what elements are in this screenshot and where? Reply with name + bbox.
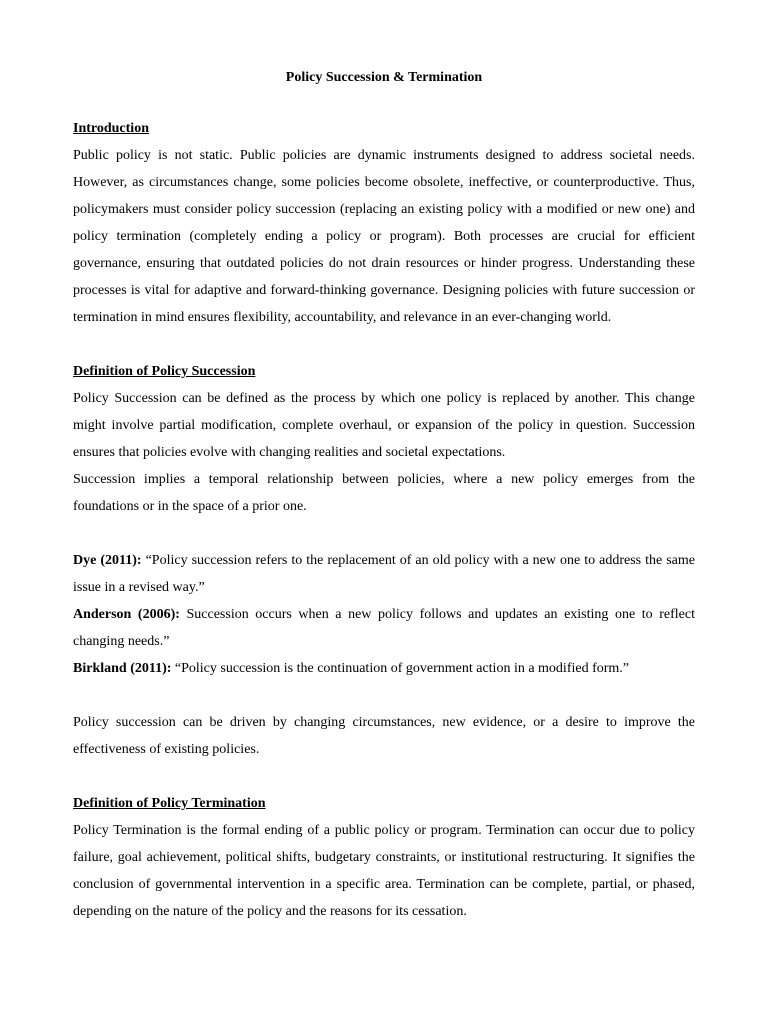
definition-anderson [73,601,695,655]
definition-birkland [73,655,695,682]
succession-paragraph-2: Succession implies a temporal relationship between policies, where a new policy emerges from the foundations or in the space of a prior one. [73,472,695,514]
definition-author: Birkland (2011): [73,661,172,676]
definition-text: “Policy succession is the continuation of government action in a modified form.” [171,661,630,676]
definition-text: Succession occurs when a new policy follows and updates an existing one to reflect changing needs.” [73,607,695,649]
termination-paragraph: Policy Termination is the formal ending of a public policy or program. Termination can occur due to policy failure, goal achievement, political shifts, budgetary constraints, or institutional restructuring. It signifies the conclusion of governmental intervention in a specific area. Termination can be complete, partial, or phased, depending on the nature of the policy and the reasons for its cessation. [73,823,695,919]
definition-author: Anderson (2006): [73,607,180,622]
section-spacer [73,682,695,709]
page-title: Policy Succession & Termination [285,70,483,85]
definition-dye [73,547,695,601]
succession-paragraph-1: Policy Succession can be defined as the process by which one policy is replaced by another. This change might involve partial modification, complete overhaul, or expansion of the policy in question. Succession ensures that policies evolve with changing realities and societal expectations. [73,391,695,460]
succession-heading: Definition of Policy Succession [73,364,256,379]
termination-heading: Definition of Policy Termination [73,796,266,811]
section-spacer [73,331,695,358]
introduction-paragraph: Public policy is not static. Public policies are dynamic instruments designed to address societal needs. However, as circumstances change, some policies become obsolete, ineffective, or counterproductive. Thus, policymakers must consider policy succession (replacing an existing policy with a modified or new one) and policy termination (completely ending a policy or program). Both processes are crucial for efficient governance, ensuring that outdated policies do not drain resources or hinder progress. Understanding these processes is vital for adaptive and forward-thinking governance. Designing policies with future succession or termination in mind ensures flexibility, accountability, and relevance in an ever-changing world. [73,148,695,325]
section-spacer [73,763,695,790]
definition-author: Dye (2011): [73,553,142,568]
section-spacer [73,520,695,547]
succession-closing-paragraph: Policy succession can be driven by changing circumstances, new evidence, or a desire to improve the effectiveness of existing policies. [73,715,695,757]
introduction-heading: Introduction [73,121,149,136]
definition-text: “Policy succession refers to the replacement of an old policy with a new one to address the same issue in a revised way.” [73,553,695,595]
